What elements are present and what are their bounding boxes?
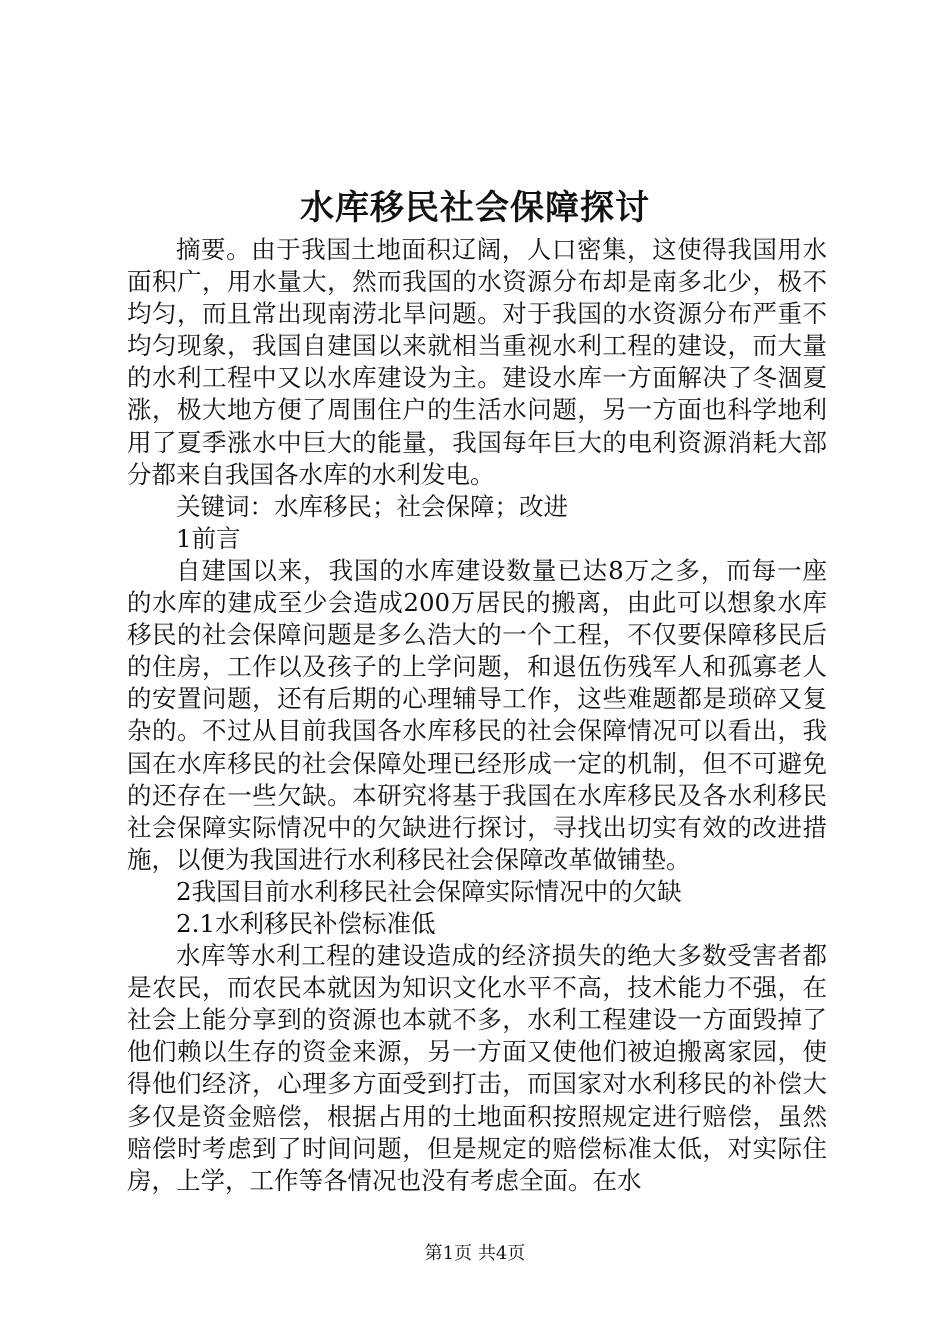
keywords-line: 关键词：水库移民；社会保障；改进 bbox=[176, 491, 568, 521]
document-title: 水库移民社会保障探讨 bbox=[300, 188, 650, 228]
subsection-heading-2-1: 2.1水利移民补偿标准低 bbox=[176, 908, 436, 938]
page-footer: 第1页 共4页 bbox=[424, 1243, 526, 1264]
section-heading-2: 2我国目前水利移民社会保障实际情况中的欠缺 bbox=[176, 876, 682, 906]
document-body bbox=[127, 234, 827, 1197]
section-paragraph-1: 自建国以来，我国的水库建设数量已达8万之多，而每一座的水库的建成至少会造成200万居民的搬离，由此可以想象水库移民的社会保障问题是多么浩大的一个工程，不仅要保障移民后的住房，工作以及孩子的上学问题，和退伍伤残军人和孤寡老人的安置问题，还有后期的心理辅导工作，这些难题都是琐碎又复杂的。不过从目前我国各水库移民的社会保障情况可以看出，我国在水库移民的社会保障处理已经形成一定的机制，但不可避免的还存在一些欠缺。本研究将基于我国在水库移民及各水利移民社会保障实际情况中的欠缺进行探讨，寻找出切实有效的改进措施，以便为我国进行水利移民社会保障改革做铺垫。 bbox=[127, 555, 827, 874]
subsection-paragraph-2-1: 水库等水利工程的建设造成的经济损失的绝大多数受害者都是农民，而农民本就因为知识文化水平不高，技术能力不强，在社会上能分享到的资源也本就不多，水利工程建设一方面毁掉了他们赖以生存的资金来源，另一方面又使他们被迫搬离家园，使得他们经济，心理多方面受到打击，而国家对水利移民的补偿大多仅是资金赔偿，根据占用的土地面积按照规定进行赔偿，虽然赔偿时考虑到了时间问题，但是规定的赔偿标准太低，对实际住房，上学，工作等各情况也没有考虑全面。在水 bbox=[127, 941, 827, 1195]
abstract-paragraph: 摘要。由于我国土地面积辽阔，人口密集，这使得我国用水面积广，用水量大，然而我国的水资源分布却是南多北少，极不均匀，而且常出现南涝北旱问题。对于我国的水资源分布严重不均匀现象，我国自建国以来就相当重视水利工程的建设，而大量的水利工程中又以水库建设为主。建设水库一方面解决了冬涸夏涨，极大地方便了周围住户的生活水问题，另一方面也科学地利用了夏季涨水中巨大的能量，我国每年巨大的电利资源消耗大部分都来自我国各水库的水利发电。 bbox=[127, 235, 827, 489]
section-heading-1: 1前言 bbox=[176, 523, 241, 553]
